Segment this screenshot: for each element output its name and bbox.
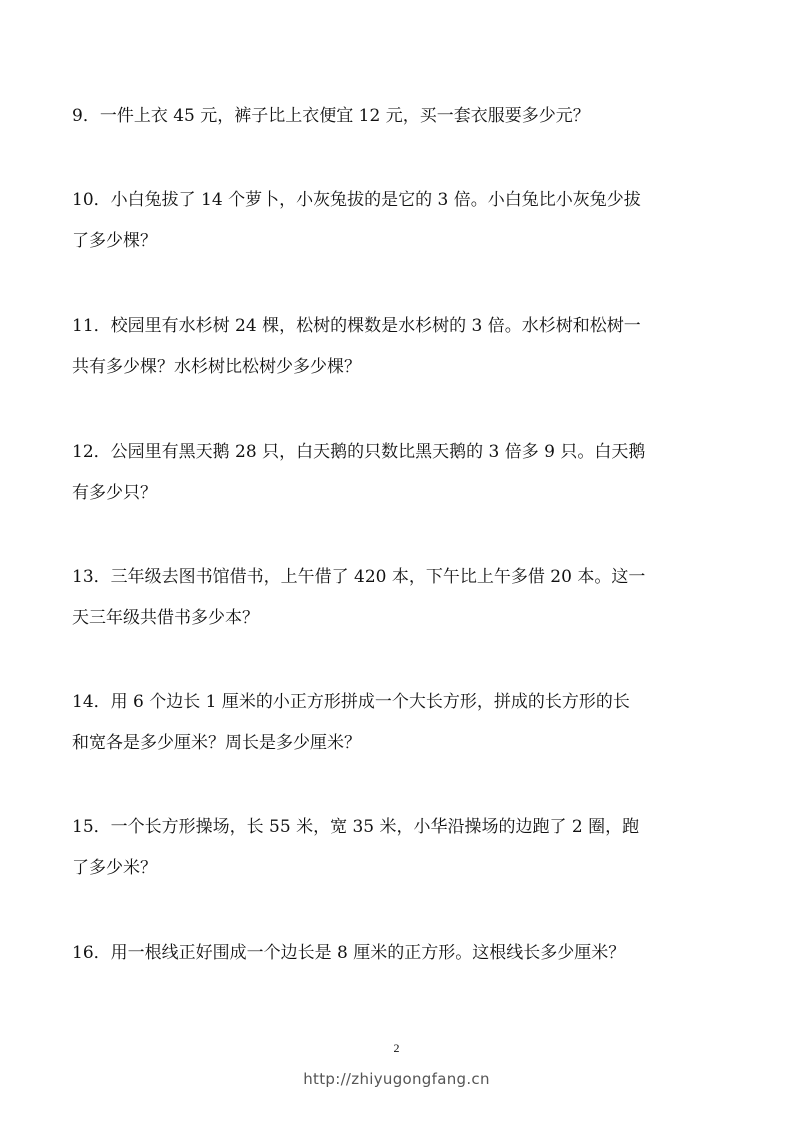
problem-line: 9．一件上衣 45 元，裤子比上衣便宜 12 元，买一套衣服要多少元？	[72, 106, 590, 126]
problem-line: 有多少只？	[72, 483, 157, 503]
problem-line: 13．三年级去图书馆借书，上午借了 420 本，下午比上午多借 20 本。这一	[72, 567, 646, 587]
problem-line: 12．公园里有黑天鹅 28 只，白天鹅的只数比黑天鹅的 3 倍多 9 只。白天鹅	[72, 442, 646, 462]
problem-line: 共有多少棵？水杉树比松树少多少棵？	[72, 357, 361, 377]
problem-line: 15．一个长方形操场，长 55 米，宽 35 米，小华沿操场的边跑了 2 圈，跑	[72, 817, 640, 837]
problem-line: 和宽各是多少厘米？周长是多少厘米？	[72, 733, 361, 753]
problem-line: 14．用 6 个边长 1 厘米的小正方形拼成一个大长方形，拼成的长方形的长	[72, 692, 630, 712]
problem-line: 16．用一根线正好围成一个边长是 8 厘米的正方形。这根线长多少厘米？	[72, 943, 626, 963]
problem-13	[72, 557, 732, 639]
footer-url: http://zhiyugongfang.cn	[303, 1070, 490, 1088]
problem-12	[72, 432, 732, 514]
problem-line: 了多少米？	[72, 858, 157, 878]
problem-11	[72, 306, 732, 388]
problem-line: 11．校园里有水杉树 24 棵，松树的棵数是水杉树的 3 倍。水杉树和松树一	[72, 316, 641, 336]
problem-9	[72, 96, 732, 137]
problem-15	[72, 807, 732, 889]
problem-16	[72, 933, 732, 974]
problem-line: 了多少棵？	[72, 231, 157, 251]
problem-14	[72, 682, 732, 764]
page-number: 2	[393, 1041, 400, 1055]
problem-line: 10．小白兔拔了 14 个萝卜，小灰兔拔的是它的 3 倍。小白兔比小灰兔少拔	[72, 190, 641, 210]
problem-line: 天三年级共借书多少本？	[72, 608, 259, 628]
problem-10	[72, 180, 732, 262]
